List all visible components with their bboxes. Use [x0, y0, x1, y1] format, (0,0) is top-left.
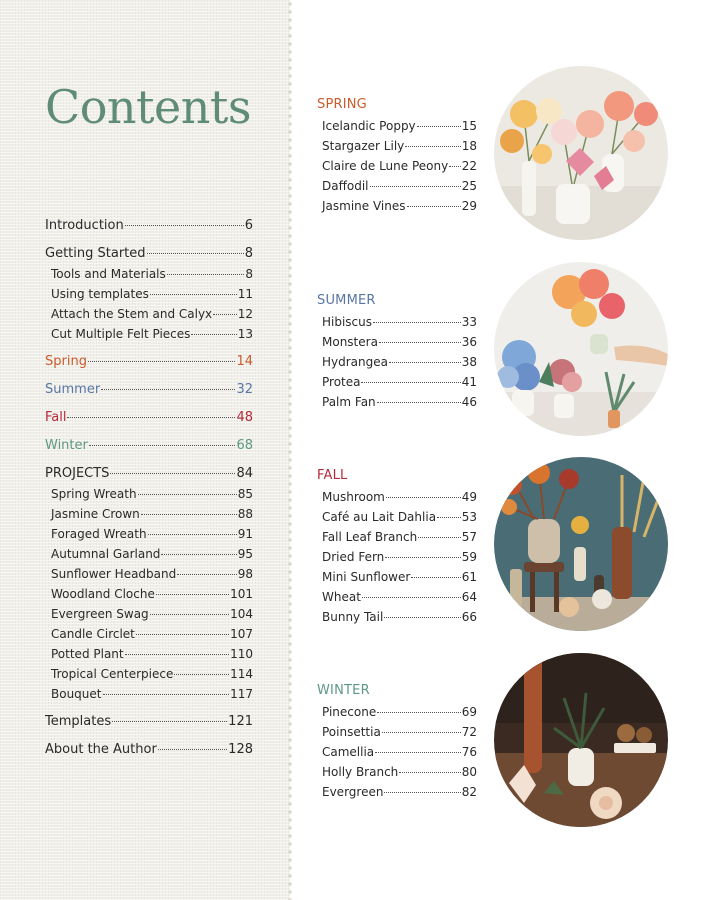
project-entry[interactable] — [317, 136, 477, 156]
project-entry[interactable] — [317, 702, 477, 722]
entry-page-number: 95 — [237, 547, 253, 561]
entry-page-number: 88 — [237, 507, 253, 521]
dot-leader — [67, 417, 235, 418]
entry-page-number: 114 — [230, 667, 253, 681]
toc-entry[interactable] — [45, 664, 253, 684]
entry-label: Cut Multiple Felt Pieces — [51, 327, 191, 341]
dot-leader — [138, 494, 237, 495]
entry-label: Autumnal Garland — [51, 547, 161, 561]
project-entry[interactable] — [317, 116, 477, 136]
entry-page-number: 32 — [236, 382, 253, 397]
toc-entry[interactable] — [45, 584, 253, 604]
dot-leader — [385, 557, 460, 558]
entry-page-number: 101 — [230, 587, 253, 601]
dot-leader — [377, 402, 461, 403]
dot-leader — [136, 634, 229, 635]
dot-leader — [373, 322, 461, 323]
entry-label: Hydrangea — [322, 355, 388, 369]
summer-flowers-photo — [494, 262, 668, 436]
project-entry[interactable] — [317, 176, 477, 196]
toc-entry[interactable] — [45, 624, 253, 644]
section-heading: WINTER — [317, 683, 370, 698]
dot-leader — [437, 517, 461, 518]
entry-page-number: 82 — [461, 785, 477, 799]
entry-page-number: 61 — [461, 570, 477, 584]
dot-leader — [370, 186, 461, 187]
toc-entry[interactable] — [45, 604, 253, 624]
toc-entry[interactable] — [45, 324, 253, 344]
entry-page-number: 29 — [461, 199, 477, 213]
section-heading: SPRING — [317, 97, 367, 112]
entry-page-number: 68 — [236, 438, 253, 453]
entry-label: Mini Sunflower — [322, 570, 411, 584]
entry-label: Bouquet — [51, 687, 102, 701]
dot-leader — [449, 166, 461, 167]
section-summer — [317, 292, 477, 412]
dot-leader — [213, 314, 237, 315]
toc-entry[interactable] — [45, 564, 253, 584]
entry-page-number: 12 — [237, 307, 253, 321]
entry-label: Palm Fan — [322, 395, 376, 409]
dot-leader — [174, 674, 229, 675]
project-entry[interactable] — [317, 782, 477, 802]
entry-label: Monstera — [322, 335, 378, 349]
entry-page-number: 72 — [461, 725, 477, 739]
entry-label: Protea — [322, 375, 361, 389]
dot-leader — [156, 594, 229, 595]
entry-label: Fall — [45, 410, 67, 425]
project-entry[interactable] — [317, 507, 477, 527]
entry-label: Summer — [45, 382, 101, 397]
entry-label: Mushroom — [322, 490, 385, 504]
entry-label: Camellia — [322, 745, 375, 759]
entry-label: Claire de Lune Peony — [322, 159, 449, 173]
dot-leader — [389, 362, 461, 363]
dot-leader — [141, 514, 237, 515]
toc-entry[interactable] — [45, 380, 253, 400]
dot-leader — [161, 554, 236, 555]
dot-leader — [382, 732, 461, 733]
toc-entry[interactable] — [45, 712, 253, 732]
entry-page-number: 6 — [244, 218, 253, 233]
dot-leader — [177, 574, 236, 575]
entry-label: Café au Lait Dahlia — [322, 510, 437, 524]
entry-label: Winter — [45, 438, 88, 453]
panel-edge-divider — [288, 0, 293, 900]
dot-leader — [418, 537, 461, 538]
entry-label: Attach the Stem and Calyx — [51, 307, 213, 321]
project-entry[interactable] — [317, 527, 477, 547]
entry-page-number: 117 — [230, 687, 253, 701]
entry-label: PROJECTS — [45, 466, 110, 481]
entry-label: Woodland Cloche — [51, 587, 155, 601]
toc-entry[interactable] — [45, 740, 253, 760]
entry-page-number: 8 — [244, 246, 253, 261]
dot-leader — [377, 712, 460, 713]
entry-page-number: 104 — [230, 607, 253, 621]
entry-page-number: 38 — [461, 355, 477, 369]
entry-label: Sunflower Headband — [51, 567, 177, 581]
entry-label: Jasmine Vines — [322, 199, 406, 213]
toc-entry[interactable] — [45, 304, 253, 324]
project-entry[interactable] — [317, 587, 477, 607]
entry-page-number: 49 — [461, 490, 477, 504]
entry-page-number: 66 — [461, 610, 477, 624]
project-entry[interactable] — [317, 196, 477, 216]
entry-page-number: 11 — [237, 287, 253, 301]
dot-leader — [362, 597, 461, 598]
entry-page-number: 18 — [461, 139, 477, 153]
toc-entry[interactable] — [45, 244, 253, 264]
entry-label: Potted Plant — [51, 647, 124, 661]
entry-page-number: 13 — [237, 327, 253, 341]
section-winter — [317, 682, 477, 802]
dot-leader — [375, 752, 461, 753]
entry-page-number: 8 — [245, 267, 253, 281]
entry-label: Introduction — [45, 218, 124, 233]
toc-entry[interactable] — [45, 264, 253, 284]
entry-label: Templates — [45, 714, 112, 729]
dot-leader — [88, 361, 236, 362]
dot-leader — [103, 694, 230, 695]
dot-leader — [386, 497, 461, 498]
dot-leader — [150, 294, 237, 295]
dot-leader — [125, 225, 244, 226]
project-entry[interactable] — [317, 156, 477, 176]
toc-entry[interactable] — [45, 408, 253, 428]
dot-leader — [150, 614, 229, 615]
project-entry[interactable] — [317, 487, 477, 507]
entry-page-number: 64 — [461, 590, 477, 604]
dot-leader — [361, 382, 460, 383]
dot-leader — [405, 146, 460, 147]
dot-leader — [411, 577, 460, 578]
entry-page-number: 46 — [461, 395, 477, 409]
entry-label: Hibiscus — [322, 315, 373, 329]
toc-entry[interactable] — [45, 352, 253, 372]
dot-leader — [407, 206, 461, 207]
section-fall — [317, 467, 477, 627]
toc-entry[interactable] — [45, 436, 253, 456]
dot-leader — [147, 253, 244, 254]
dot-leader — [417, 126, 461, 127]
entry-label: Pinecone — [322, 705, 377, 719]
entry-label: Poinsettia — [322, 725, 381, 739]
entry-page-number: 25 — [461, 179, 477, 193]
entry-page-number: 69 — [461, 705, 477, 719]
project-entry[interactable] — [317, 332, 477, 352]
entry-label: Wheat — [322, 590, 361, 604]
toc-entry[interactable] — [45, 504, 253, 524]
toc-entry[interactable] — [45, 684, 253, 704]
entry-page-number: 33 — [461, 315, 477, 329]
entry-label: Icelandic Poppy — [322, 119, 416, 133]
toc-entry[interactable] — [45, 544, 253, 564]
project-entry[interactable] — [317, 762, 477, 782]
entry-label: Dried Fern — [322, 550, 385, 564]
toc-entry[interactable] — [45, 464, 253, 484]
entry-page-number: 107 — [230, 627, 253, 641]
project-entry[interactable] — [317, 547, 477, 567]
entry-label: Spring Wreath — [51, 487, 137, 501]
entry-label: Evergreen Swag — [51, 607, 149, 621]
dot-leader — [112, 721, 227, 722]
dot-leader — [191, 334, 236, 335]
entry-page-number: 14 — [236, 354, 253, 369]
toc-entry[interactable] — [45, 644, 253, 664]
entry-page-number: 57 — [461, 530, 477, 544]
dot-leader — [379, 342, 461, 343]
project-entry[interactable] — [317, 722, 477, 742]
entry-label: Holly Branch — [322, 765, 399, 779]
entry-page-number: 110 — [230, 647, 253, 661]
section-spring — [317, 96, 477, 216]
project-entry[interactable] — [317, 607, 477, 627]
toc-entry[interactable] — [45, 284, 253, 304]
section-heading: SUMMER — [317, 293, 376, 308]
project-entry[interactable] — [317, 312, 477, 332]
entry-label: Using templates — [51, 287, 149, 301]
entry-page-number: 84 — [236, 466, 253, 481]
entry-page-number: 36 — [461, 335, 477, 349]
entry-label: Daffodil — [322, 179, 369, 193]
entry-label: Spring — [45, 354, 87, 369]
spring-flowers-photo — [494, 66, 668, 240]
dot-leader — [158, 749, 227, 750]
project-entry[interactable] — [317, 352, 477, 372]
entry-page-number: 22 — [461, 159, 477, 173]
entry-label: Foraged Wreath — [51, 527, 147, 541]
project-entry[interactable] — [317, 742, 477, 762]
entry-page-number: 76 — [461, 745, 477, 759]
entry-label: Bunny Tail — [322, 610, 384, 624]
dot-leader — [384, 617, 460, 618]
winter-flowers-photo — [494, 653, 668, 827]
entry-page-number: 53 — [461, 510, 477, 524]
toc-entry[interactable] — [45, 484, 253, 504]
entry-label: About the Author — [45, 742, 157, 757]
entry-page-number: 80 — [461, 765, 477, 779]
entry-label: Stargazer Lily — [322, 139, 405, 153]
project-entry[interactable] — [317, 372, 477, 392]
project-entry[interactable] — [317, 567, 477, 587]
entry-page-number: 85 — [237, 487, 253, 501]
entry-label: Tropical Centerpiece — [51, 667, 174, 681]
entry-label: Tools and Materials — [51, 267, 166, 281]
dot-leader — [89, 445, 236, 446]
entry-page-number: 121 — [228, 714, 253, 729]
entry-page-number: 59 — [461, 550, 477, 564]
entry-page-number: 98 — [237, 567, 253, 581]
dot-leader — [399, 772, 460, 773]
entry-label: Fall Leaf Branch — [322, 530, 418, 544]
dot-leader — [384, 792, 460, 793]
dot-leader — [101, 389, 235, 390]
entry-page-number: 41 — [461, 375, 477, 389]
section-heading: FALL — [317, 468, 348, 483]
fall-flowers-photo — [494, 457, 668, 631]
toc-entry[interactable] — [45, 216, 253, 236]
entry-page-number: 128 — [228, 742, 253, 757]
project-entry[interactable] — [317, 392, 477, 412]
entry-page-number: 48 — [236, 410, 253, 425]
toc-entry[interactable] — [45, 524, 253, 544]
entry-label: Candle Circlet — [51, 627, 135, 641]
entry-label: Getting Started — [45, 246, 146, 261]
entry-label: Jasmine Crown — [51, 507, 140, 521]
entry-label: Evergreen — [322, 785, 384, 799]
entry-page-number: 15 — [461, 119, 477, 133]
entry-page-number: 91 — [237, 527, 253, 541]
page-title: Contents — [45, 80, 251, 134]
dot-leader — [125, 654, 229, 655]
dot-leader — [167, 274, 245, 275]
dot-leader — [148, 534, 237, 535]
dot-leader — [110, 473, 235, 474]
table-of-contents — [45, 216, 253, 760]
